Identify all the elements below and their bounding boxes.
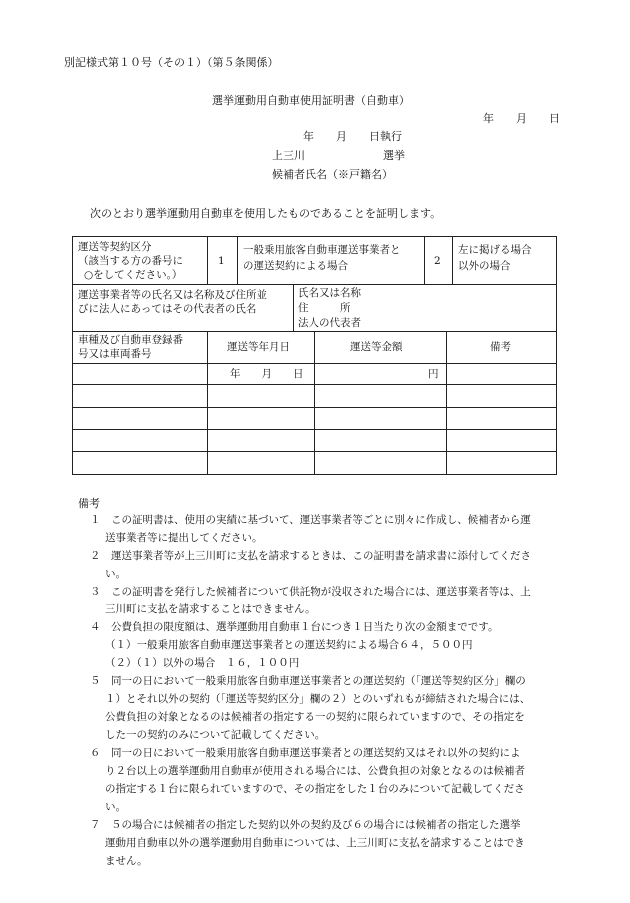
option-1-text-2: の運送契約による場合 [243,260,348,272]
candidate-label: 候補者氏名（※戸籍名） [272,168,393,181]
issue-date: 年 月 日 [483,112,560,125]
date-column-header: 運送等年月日 [227,341,290,353]
election-date: 年 月 日執行 [303,130,402,143]
form-id: 別記様式第１０号（その１）（第５条関係） [64,56,279,69]
contract-type-instruction: （該当する方の番号に [78,255,183,267]
notes-title: 備考 [78,497,100,510]
contract-type-label: 運送等契約区分 [78,241,152,253]
option-2-number[interactable]: 2 [434,255,441,267]
note-line: ３ この証明書を発行した候補者について供託物が没収された場合には、運送事業者等は、上 [90,586,531,598]
note-line: の指定する１台に限られていますので、その指定をした１台のみについて記載してくださ [105,783,525,795]
operator-representative-label: 法人の代表者 [298,317,361,329]
row-date-placeholder: 年 月 日 [230,368,304,380]
note-line: 運動用自動車以外の選挙運動用自動車については、上三川町に支払を請求することはでき [105,837,525,849]
note-line: ７ ５の場合には候補者の指定した契約以外の契約及び６の場合には候補者の指定した選挙 [90,819,521,831]
note-line: ２ 運送事業者等が上三川町に支払を請求するときは、この証明書を請求書に添付してくださ [90,550,531,562]
note-line: ４ 公費負担の限度額は、選挙運動用自動車１台につき１日当たり次の金額までです。 [90,621,499,633]
note-line: ５ 同一の日において一般乗用旅客自動車運送事業者との運送契約（「運送等契約区分」欄の [90,675,526,687]
note-line: （１）一般乗用旅客自動車運送事業者との運送契約による場合６４，５００円 [105,639,473,651]
town-name: 上三川 [272,149,305,162]
vehicle-column-header-2: 号又は車両番号 [78,348,152,360]
note-line: い。 [105,801,126,813]
note-line: した一の契約のみについて記載してください。 [105,729,326,741]
option-1-text: 一般乗用旅客自動車運送事業者と [243,244,401,256]
row-yen-unit: 円 [428,368,439,380]
election-label: 選挙 [383,149,405,162]
note-line: い。 [105,568,126,580]
operator-label-2: びに法人にあってはその代表者の氏名 [78,303,257,315]
option-1-number[interactable]: 1 [218,255,225,267]
note-line: り２台以上の選挙運動用自動車が使用される場合には、公費負担の対象となるのは候補者 [105,765,525,777]
amount-column-header: 運送等金額 [350,341,403,353]
option-2-text-2: 以外の場合 [458,260,511,272]
note-line: １）とそれ以外の契約（「運送等契約区分」欄の２）とのいずれもが締結された場合には、 [105,693,531,705]
vehicle-column-header: 車種及び自動車登録番 [78,334,183,346]
document-title: 選挙運動用自動車使用証明書（自動車） [212,94,410,107]
note-line: 送事業者等に提出してください。 [105,532,263,544]
note-line: ません。 [105,855,148,867]
note-line: 公費負担の対象となるのは候補者の指定する一の契約に限られていますので、その指定を [105,711,525,723]
option-2-text: 左に掲げる場合 [458,244,532,256]
contract-type-instruction-2: ○をしてください。） [84,269,183,281]
operator-name-label: 氏名又は名称 [298,287,361,299]
note-line: １ この証明書は、使用の実績に基づいて、運送事業者等ごとに別々に作成し、候補者から運 [90,514,531,526]
operator-label: 運送事業者等の氏名又は名称及び住所並 [78,289,267,301]
operator-address-label: 住 所 [298,302,351,314]
intro-text: 次のとおり選挙運動用自動車を使用したものであることを証明します。 [90,207,442,220]
note-line: 三川町に支払を請求することはできません。 [105,603,316,615]
note-line: ６ 同一の日において一般乗用旅客自動車運送事業者との運送契約又はそれ以外の契約によ [90,747,521,759]
remarks-column-header: 備考 [490,341,511,353]
note-line: （２）（１）以外の場合 １６，１００円 [105,657,300,669]
